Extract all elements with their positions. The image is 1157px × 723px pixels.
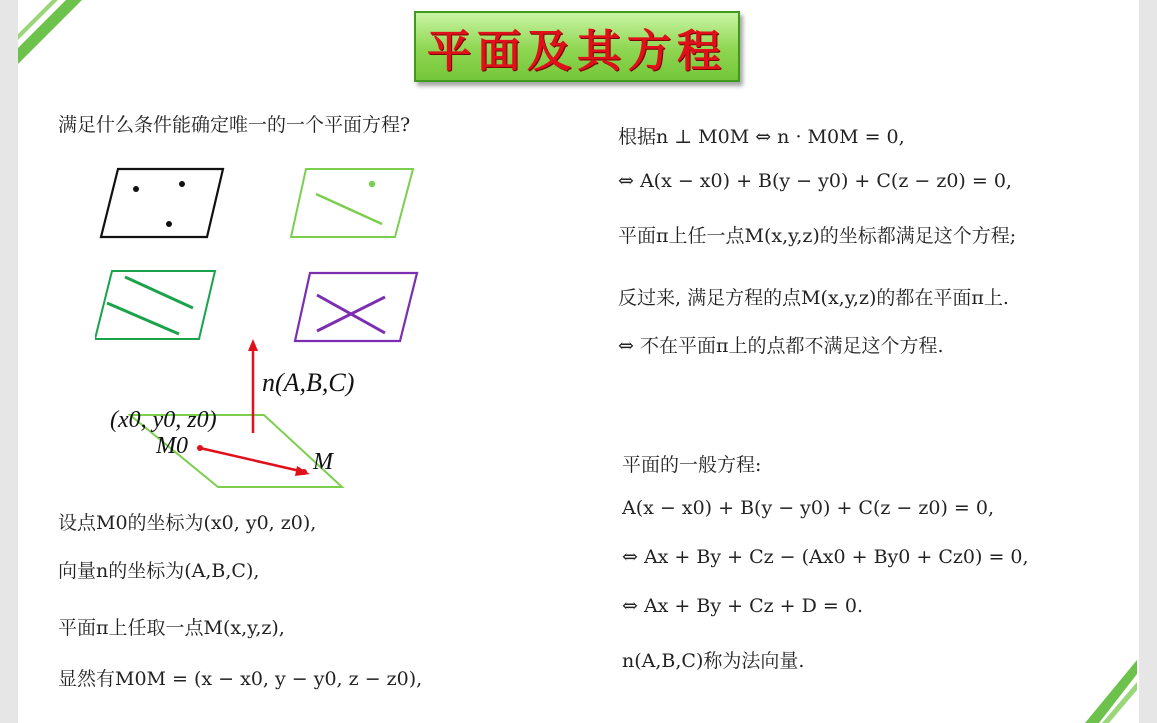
right-line-2: ⇔ A(x − x0) + B(y − y0) + C(z − z0) = 0, [618,170,1012,192]
point-coords-label: (x0, y0, z0) [110,407,217,433]
left-line-3: 平面π上任取一点M(x,y,z), [58,617,285,639]
general-line-4: n(A,B,C)称为法向量. [622,650,805,672]
bottom-right-stripe-decoration [1085,660,1145,723]
right-margin-strip [1139,0,1157,723]
normal-vector-arrowhead [248,339,258,351]
left-margin-strip [0,0,18,723]
m-label: M [313,449,333,475]
general-heading: 平面的一般方程: [622,454,762,476]
title-banner [414,11,740,82]
right-line-5: ⇔ 不在平面π上的点都不满足这个方程. [618,335,944,357]
general-line-1: A(x − x0) + B(y − y0) + C(z − z0) = 0, [622,497,995,519]
m-point [301,469,307,475]
normal-vector-diagram [100,335,400,495]
general-line-2: ⇔ Ax + By + Cz − (Ax0 + By0 + Cz0) = 0, [622,546,1029,568]
right-line-4: 反过来, 满足方程的点M(x,y,z)的都在平面π上. [618,287,1009,309]
left-line-2: 向量n的坐标为(A,B,C), [58,560,260,582]
left-line-4: 显然有M0M = (x − x0, y − y0, z − z0), [58,668,423,690]
line-and-point-plane-figure [291,169,413,237]
right-line-3: 平面π上任一点M(x,y,z)的坐标都满足这个方程; [618,225,1017,247]
right-line-1: 根据n ⊥ M0M ⇔ n · M0M = 0, [618,126,905,148]
question-text: 满足什么条件能确定唯一的一个平面方程? [58,114,411,136]
parallel-lines-plane-figure [95,271,215,339]
left-line-1: 设点M0的坐标为(x0, y0, z0), [58,512,317,534]
top-left-stripe-decoration [18,0,88,70]
m0m-vector-arrow [200,448,300,471]
page-title: 平面及其方程 [427,25,727,77]
three-points-plane-figure [101,169,223,237]
intersecting-lines-plane-figure [295,273,417,341]
general-line-3: ⇔ Ax + By + Cz + D = 0. [622,595,863,617]
plane-conditions-illustrations [95,163,425,345]
normal-label: n(A,B,C) [262,368,355,397]
m0-point [197,445,203,451]
m0-label: M0 [156,433,188,459]
